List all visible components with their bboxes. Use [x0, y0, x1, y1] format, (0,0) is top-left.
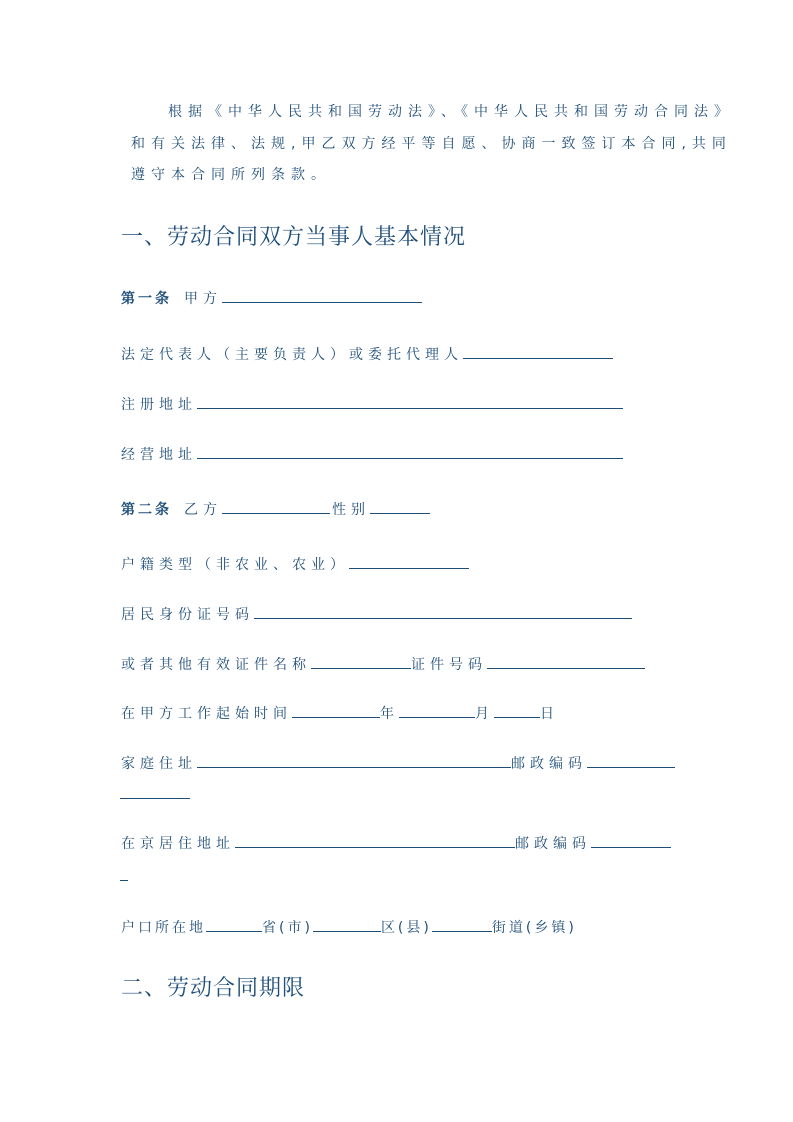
party-b-field[interactable] [222, 499, 330, 514]
reg-address-row [121, 394, 623, 414]
intro-line-2: 和有关法律、法规,甲乙双方经平等自愿、协商一致签订本合同,共同 [131, 136, 732, 152]
start-year-field[interactable] [292, 703, 380, 718]
beijing-address-label: 在京居住地址 [121, 836, 235, 852]
household-type-field[interactable] [349, 554, 469, 569]
legal-rep-field[interactable] [463, 344, 613, 359]
intro-line-1: 根据《中华人民共和国劳动法》、《中华人民共和国劳动合同法》 [168, 104, 734, 120]
postcode-field-continued[interactable] [120, 784, 190, 799]
start-date-label: 在甲方工作起始时间 [121, 706, 292, 722]
street-label: 街道(乡镇) [491, 920, 577, 936]
gender-label: 性别 [332, 502, 370, 518]
start-day-field[interactable] [494, 703, 540, 718]
article-1-label: 第一条 [121, 291, 172, 307]
party-b-label: 乙方 [184, 502, 222, 518]
day-label: 日 [540, 706, 559, 722]
postcode-label: 邮政编码 [511, 756, 587, 772]
article-2-party-row [121, 499, 430, 519]
hukou-street-field[interactable] [432, 917, 492, 932]
home-address-label: 家庭住址 [121, 756, 197, 772]
hukou-district-field[interactable] [313, 917, 381, 932]
biz-address-field[interactable] [197, 444, 623, 459]
beijing-address-field[interactable] [235, 833, 515, 848]
id-number-row [121, 604, 632, 624]
section-1-heading: 一、劳动合同双方当事人基本情况 [121, 225, 467, 250]
other-id-name-label: 或者其他有效证件名称 [121, 657, 311, 673]
postcode-2-field-continued[interactable] [120, 866, 128, 881]
party-a-label: 甲方 [184, 291, 222, 307]
start-month-field[interactable] [399, 703, 475, 718]
hukou-row [121, 917, 577, 937]
biz-address-row [121, 444, 623, 464]
household-type-row [121, 554, 469, 574]
other-id-name-field[interactable] [311, 654, 411, 669]
postcode-2-label: 邮政编码 [515, 836, 591, 852]
party-a-field[interactable] [222, 288, 422, 303]
household-type-label: 户籍类型（非农业、农业） [121, 557, 349, 573]
biz-address-label: 经营地址 [121, 447, 197, 463]
other-id-row [121, 654, 645, 674]
postcode-field[interactable] [587, 753, 675, 768]
hukou-label: 户口所在地 [121, 920, 206, 936]
id-no-label: 证件号码 [411, 657, 487, 673]
intro-line-3: 遵守本合同所列条款。 [131, 167, 331, 183]
year-label: 年 [380, 706, 399, 722]
district-label: 区(县) [380, 920, 432, 936]
gender-field[interactable] [370, 499, 430, 514]
province-label: 省(市) [262, 920, 313, 936]
start-date-row [121, 703, 559, 723]
home-address-row [121, 753, 675, 773]
month-label: 月 [475, 706, 494, 722]
postcode-2-field[interactable] [591, 833, 671, 848]
id-number-field[interactable] [254, 604, 632, 619]
reg-address-field[interactable] [197, 394, 623, 409]
id-no-field[interactable] [487, 654, 645, 669]
beijing-address-row [121, 833, 671, 853]
article-1-party-row [121, 288, 422, 308]
section-2-heading: 二、劳动合同期限 [121, 976, 306, 1001]
hukou-province-field[interactable] [206, 917, 262, 932]
home-address-field[interactable] [197, 753, 511, 768]
article-2-label: 第二条 [121, 502, 172, 518]
reg-address-label: 注册地址 [121, 397, 197, 413]
legal-rep-row [121, 344, 613, 364]
id-number-label: 居民身份证号码 [121, 607, 254, 623]
legal-rep-label: 法定代表人（主要负责人）或委托代理人 [121, 347, 463, 363]
